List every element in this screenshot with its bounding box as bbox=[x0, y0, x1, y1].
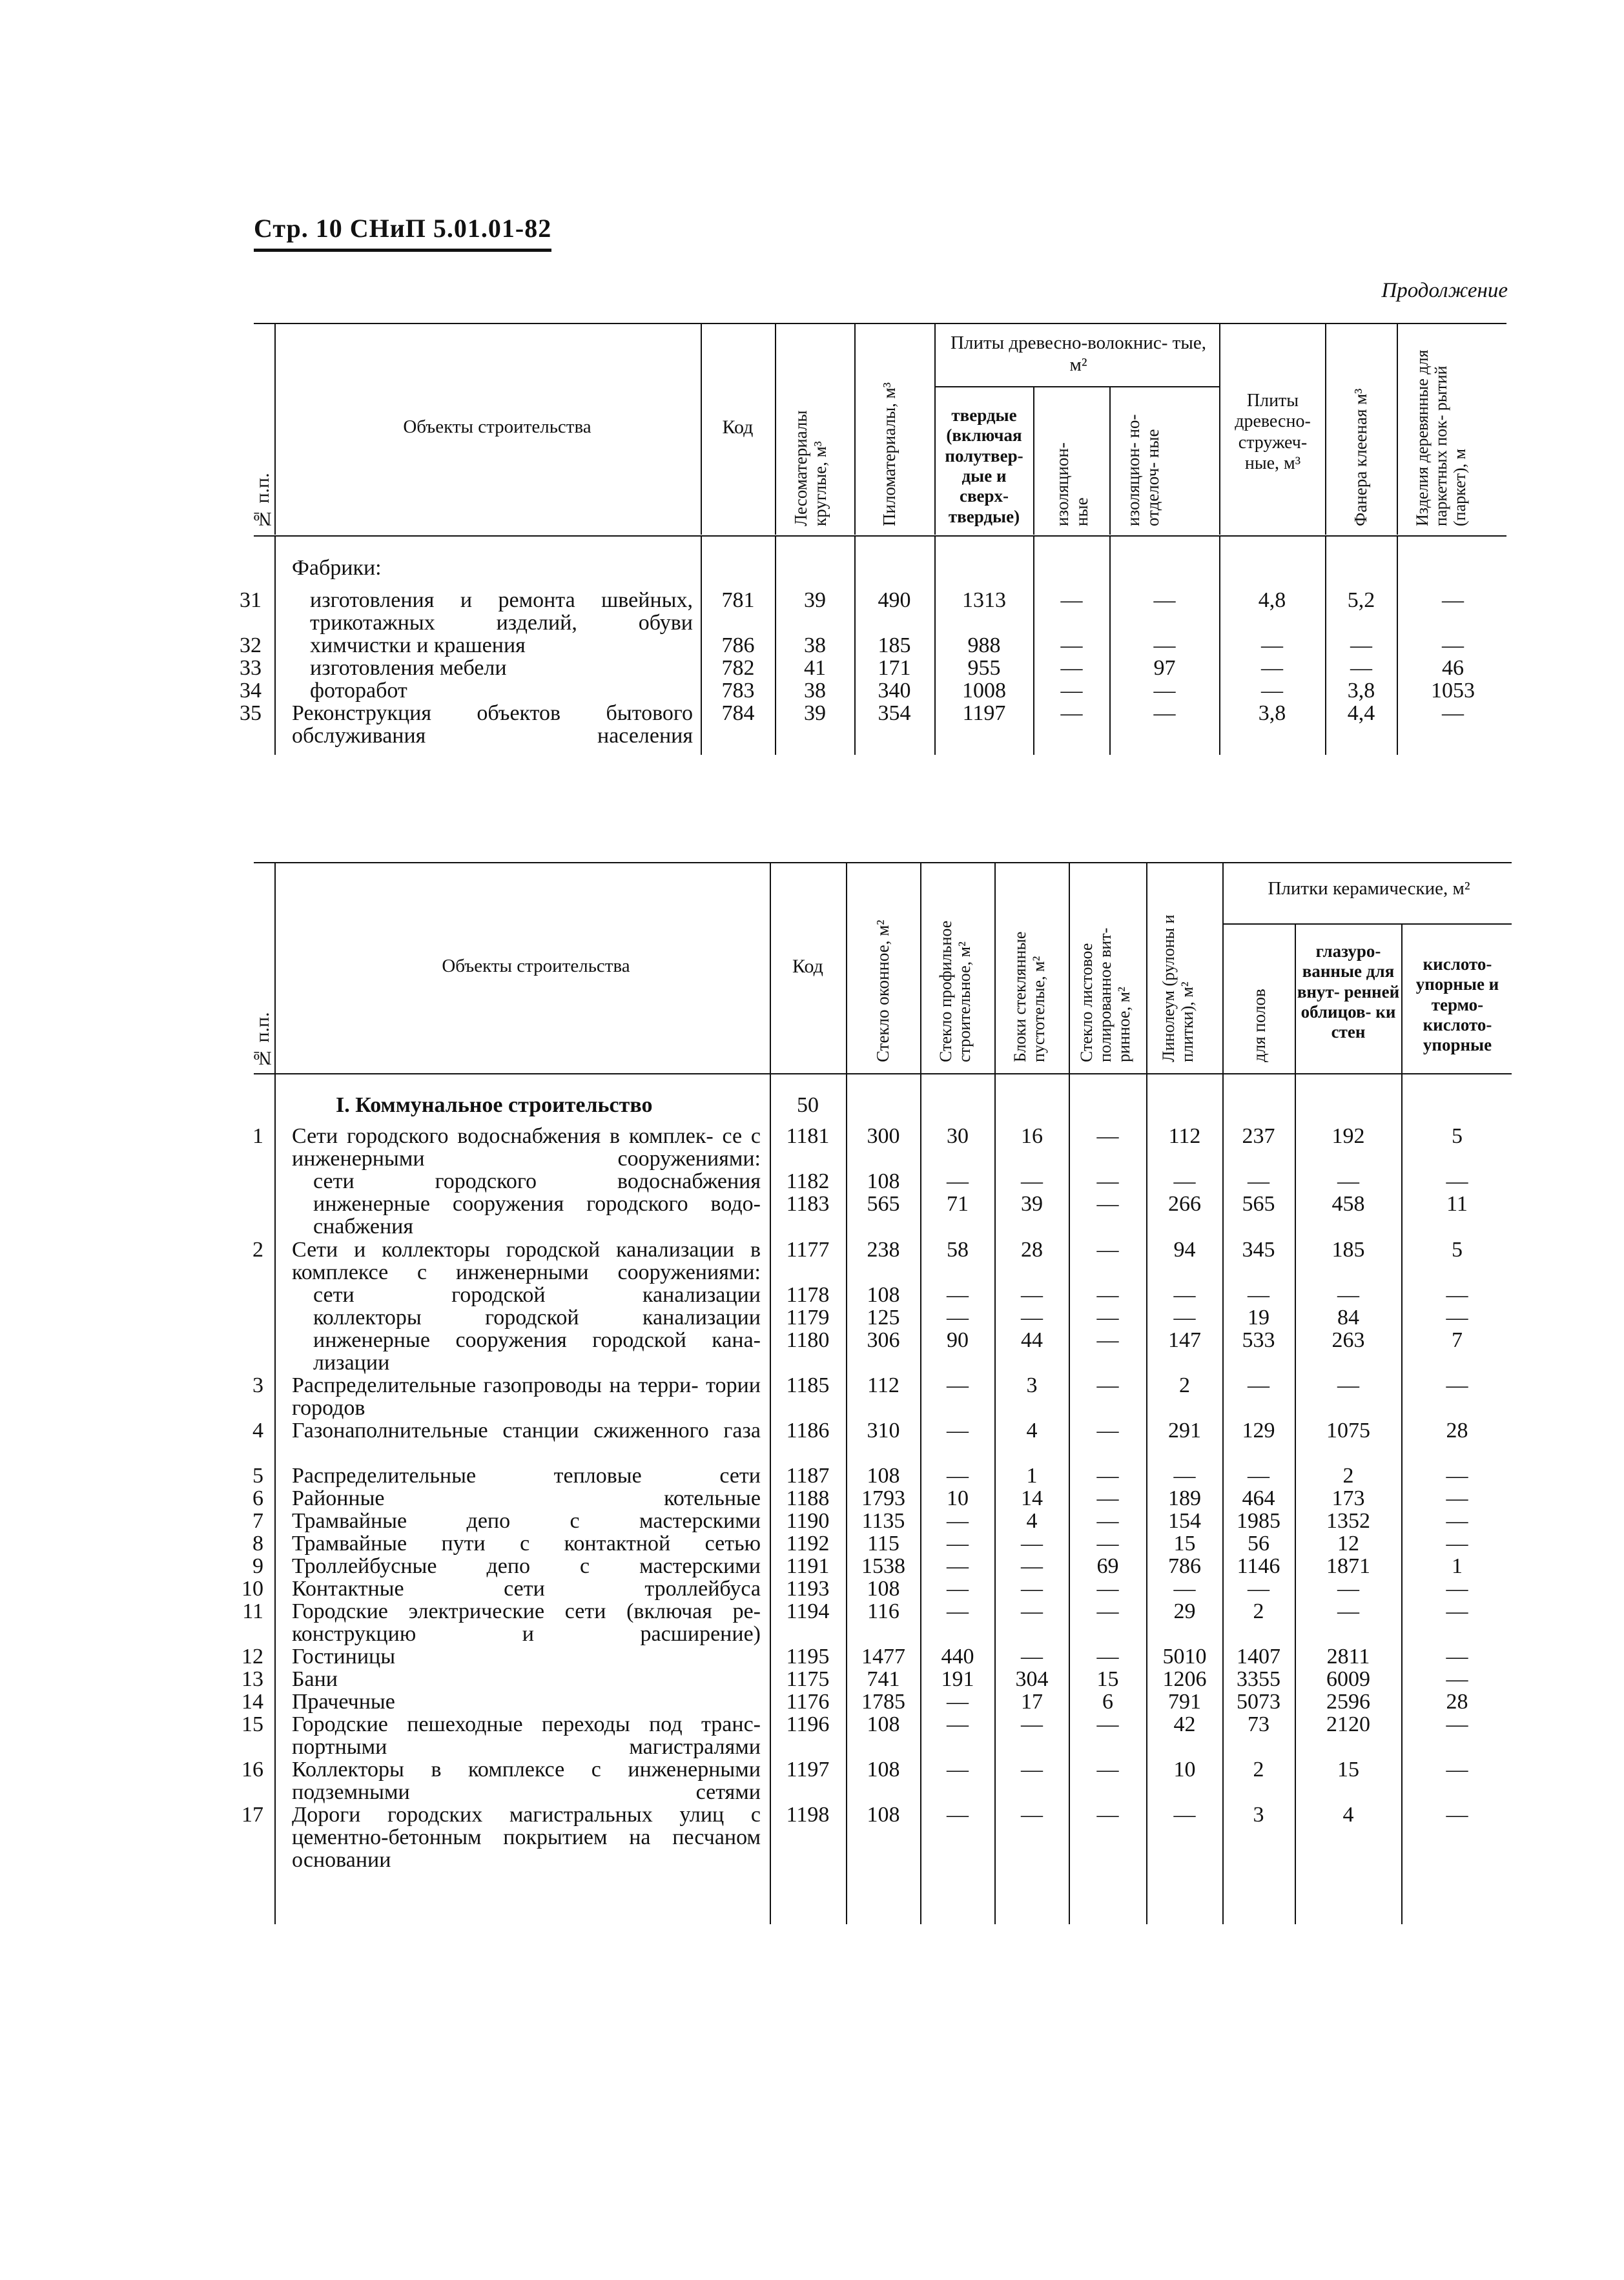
row-code: 1175 bbox=[786, 1667, 830, 1691]
row-value: 2 bbox=[1179, 1373, 1190, 1397]
row-value: 14 bbox=[1021, 1486, 1043, 1510]
row-value: — bbox=[947, 1509, 969, 1533]
row-value: 116 bbox=[867, 1599, 899, 1623]
row-number: 16 bbox=[242, 1758, 263, 1782]
row-value: 786 bbox=[1168, 1554, 1201, 1578]
row-name: Районные котельные bbox=[292, 1486, 761, 1510]
row-value: 2 bbox=[1342, 1464, 1354, 1488]
row-name: химчистки и крашения bbox=[310, 633, 526, 657]
row-code: 1195 bbox=[786, 1645, 830, 1669]
ceramic-tiles-group-header: Плитки керамические, м² bbox=[1268, 878, 1470, 899]
row-value: — bbox=[1096, 1283, 1119, 1307]
row-number: 4 bbox=[252, 1419, 263, 1443]
row-value: 4 bbox=[1026, 1509, 1038, 1533]
row-value: — bbox=[1096, 1419, 1119, 1443]
row-value: — bbox=[1446, 1464, 1468, 1488]
row-value: 12 bbox=[1337, 1532, 1359, 1556]
row-code: 1183 bbox=[786, 1192, 830, 1216]
row-value: 458 bbox=[1331, 1192, 1365, 1216]
row-value: — bbox=[1337, 1283, 1359, 1307]
row-code: 1190 bbox=[786, 1509, 830, 1533]
row-value: 1 bbox=[1026, 1464, 1038, 1488]
row-name: фоторабот bbox=[310, 679, 407, 703]
row-number: 11 bbox=[242, 1599, 263, 1623]
continuation-label: Продолжение bbox=[1381, 279, 1508, 302]
row-name: Распределительные тепловые сети bbox=[292, 1464, 761, 1488]
row-value: 1 bbox=[1452, 1554, 1463, 1578]
row-value: 300 bbox=[867, 1124, 900, 1148]
row-name: Городские электрические сети (включая ре- конструкцию и расширение) bbox=[292, 1599, 761, 1646]
row-code: 1179 bbox=[786, 1306, 830, 1330]
row-value: — bbox=[1021, 1532, 1043, 1556]
row-value: 15 bbox=[1173, 1532, 1196, 1556]
row-value: 189 bbox=[1168, 1486, 1201, 1510]
row-value: 440 bbox=[941, 1645, 974, 1669]
row-value: — bbox=[1021, 1599, 1043, 1623]
row-number: 13 bbox=[242, 1667, 263, 1691]
row-value: 345 bbox=[1242, 1238, 1275, 1262]
row-value: 6 bbox=[1102, 1690, 1113, 1714]
row-value: 69 bbox=[1096, 1554, 1119, 1578]
row-code: 1197 bbox=[786, 1758, 830, 1782]
row-name: Газонаполнительные станции сжиженного газа bbox=[292, 1419, 761, 1443]
row-value: 108 bbox=[867, 1577, 900, 1601]
col-code-header: Код bbox=[722, 416, 754, 438]
row-value: 791 bbox=[1168, 1690, 1201, 1714]
row-code: 1187 bbox=[786, 1464, 830, 1488]
row-name: инженерные сооружения городской кана- лизации bbox=[313, 1328, 761, 1375]
row-value: 10 bbox=[1173, 1758, 1196, 1782]
row-value: 108 bbox=[867, 1758, 900, 1782]
row-value: — bbox=[1446, 1577, 1468, 1601]
page-header: Стр. 10 СНиП 5.01.01-82 bbox=[254, 213, 551, 252]
col-num-header: № п.п. bbox=[252, 1012, 273, 1069]
col-particleboard-header: Плиты древесно- стружеч- ные, м³ bbox=[1235, 391, 1311, 474]
row-value: 129 bbox=[1242, 1419, 1275, 1443]
row-number: 2 bbox=[252, 1238, 263, 1262]
row-value: — bbox=[947, 1169, 969, 1193]
row-name: Сети городского водоснабжения в комплек- се с инженерными сооружениями: bbox=[292, 1124, 761, 1171]
row-value: 112 bbox=[867, 1373, 899, 1397]
col-hard-header: твердые (включая полутвер- дые и сверх- твердые) bbox=[945, 406, 1023, 526]
row-value: 71 bbox=[947, 1192, 969, 1216]
row-value: 291 bbox=[1168, 1419, 1201, 1443]
row-value: 4 bbox=[1342, 1803, 1354, 1827]
row-value: — bbox=[1096, 1599, 1119, 1623]
row-value: 42 bbox=[1173, 1712, 1196, 1736]
row-value: 112 bbox=[1168, 1124, 1201, 1148]
row-value: 28 bbox=[1446, 1690, 1468, 1714]
row-value: 266 bbox=[1168, 1192, 1201, 1216]
row-value: — bbox=[1248, 1464, 1269, 1488]
row-value: — bbox=[1021, 1803, 1043, 1827]
row-value: 94 bbox=[1173, 1238, 1196, 1262]
row-code: 1178 bbox=[786, 1283, 830, 1307]
row-value: 56 bbox=[1248, 1532, 1269, 1556]
row-code: 1196 bbox=[786, 1712, 830, 1736]
row-value: 125 bbox=[867, 1306, 900, 1330]
row-name: Троллейбусные депо с мастерскими bbox=[292, 1554, 761, 1578]
row-value: 238 bbox=[867, 1238, 900, 1262]
row-value: — bbox=[1446, 1712, 1468, 1736]
row-number: 3 bbox=[252, 1373, 263, 1397]
row-value: 192 bbox=[1331, 1124, 1365, 1148]
row-value: 1785 bbox=[861, 1690, 905, 1714]
row-value: — bbox=[1096, 1486, 1119, 1510]
row-value: 7 bbox=[1452, 1328, 1463, 1352]
row-value: — bbox=[1021, 1554, 1043, 1578]
row-name: Трамвайные депо с мастерскими bbox=[292, 1509, 761, 1533]
row-value: — bbox=[1337, 1373, 1359, 1397]
row-value: — bbox=[1337, 1577, 1359, 1601]
row-value: — bbox=[1096, 1758, 1119, 1782]
col-sheet-glass-header: Стекло листовое полированное вит- ринное, м² bbox=[1077, 927, 1134, 1062]
row-name: Сети и коллекторы городской канализации в комплексе с инженерными сооружениями: bbox=[292, 1238, 761, 1284]
row-value: 565 bbox=[1242, 1192, 1275, 1216]
row-value: 39 bbox=[1021, 1192, 1043, 1216]
row-value: — bbox=[1446, 1509, 1468, 1533]
row-value: 3355 bbox=[1237, 1667, 1280, 1691]
row-value: 108 bbox=[867, 1803, 900, 1827]
row-value: — bbox=[1096, 1645, 1119, 1669]
col-objects-header: Объекты строительства bbox=[403, 416, 591, 437]
row-value: — bbox=[947, 1758, 969, 1782]
row-code: 1192 bbox=[786, 1532, 830, 1556]
row-value: — bbox=[1173, 1464, 1196, 1488]
row-value: 1477 bbox=[861, 1645, 905, 1669]
row-value: 15 bbox=[1337, 1758, 1359, 1782]
row-value: — bbox=[947, 1554, 969, 1578]
row-value: 2 bbox=[1253, 1758, 1264, 1782]
row-value: 5073 bbox=[1237, 1690, 1280, 1714]
col-parquet-header: Изделия деревянные для паркетных пок- рытий (паркет), м bbox=[1413, 349, 1470, 526]
row-value: 741 bbox=[867, 1667, 900, 1691]
row-value: — bbox=[1096, 1532, 1119, 1556]
row-value: 154 bbox=[1168, 1509, 1201, 1533]
row-value: — bbox=[1446, 1486, 1468, 1510]
row-value: 29 bbox=[1173, 1599, 1196, 1623]
row-value: — bbox=[1446, 1373, 1468, 1397]
row-code: 1182 bbox=[786, 1169, 830, 1193]
row-value: 1146 bbox=[1237, 1554, 1280, 1578]
row-value: — bbox=[947, 1532, 969, 1556]
row-number: 15 bbox=[242, 1712, 263, 1736]
row-value: 1407 bbox=[1237, 1645, 1280, 1669]
row-value: 4 bbox=[1026, 1419, 1038, 1443]
row-value: — bbox=[1021, 1712, 1043, 1736]
row-value: — bbox=[1096, 1169, 1119, 1193]
row-value: — bbox=[1248, 1169, 1269, 1193]
row-code: 1180 bbox=[786, 1328, 830, 1352]
col-code-header: Код bbox=[792, 956, 823, 977]
row-code: 1198 bbox=[786, 1803, 830, 1827]
col-glazed-tiles-header: глазуро- ванные для внут- ренней облицов- ки стен bbox=[1297, 941, 1400, 1042]
row-value: 28 bbox=[1021, 1238, 1043, 1262]
row-code: 1177 bbox=[786, 1238, 830, 1262]
row-value: — bbox=[1096, 1328, 1119, 1352]
row-value: 90 bbox=[947, 1328, 969, 1352]
row-value: — bbox=[1096, 1577, 1119, 1601]
row-value: 73 bbox=[1248, 1712, 1269, 1736]
row-number: 1 bbox=[252, 1124, 263, 1148]
col-acid-tiles-header: кислото- упорные и термо- кислото- упорные bbox=[1415, 954, 1499, 1055]
row-value: — bbox=[1446, 1169, 1468, 1193]
row-value: — bbox=[1096, 1238, 1119, 1262]
row-value: 1793 bbox=[861, 1486, 905, 1510]
row-value: 108 bbox=[867, 1283, 900, 1307]
row-name: коллекторы городской канализации bbox=[313, 1306, 761, 1330]
section-code: 50 bbox=[797, 1093, 819, 1117]
row-value: — bbox=[1248, 1283, 1269, 1307]
row-name: Прачечные bbox=[292, 1690, 395, 1714]
section-title: I. Коммунальное строительство bbox=[336, 1093, 653, 1117]
row-value: — bbox=[1248, 1373, 1269, 1397]
row-value: 108 bbox=[867, 1464, 900, 1488]
row-value: — bbox=[1337, 1169, 1359, 1193]
col-sawn-timber-header: Пиломатериалы, м³ bbox=[879, 382, 899, 526]
row-value: 1985 bbox=[1237, 1509, 1280, 1533]
row-value: — bbox=[947, 1803, 969, 1827]
row-value: — bbox=[1021, 1758, 1043, 1782]
row-code: 1194 bbox=[786, 1599, 830, 1623]
row-number: 12 bbox=[242, 1645, 263, 1669]
row-value: 2596 bbox=[1326, 1690, 1370, 1714]
row-value: — bbox=[1096, 1712, 1119, 1736]
row-name: сети городской канализации bbox=[313, 1283, 761, 1307]
row-value: — bbox=[1446, 1758, 1468, 1782]
row-value: 191 bbox=[941, 1667, 974, 1691]
row-value: 310 bbox=[867, 1419, 900, 1443]
row-value: — bbox=[1446, 1283, 1468, 1307]
row-value: 185 bbox=[1331, 1238, 1365, 1262]
row-value: 1871 bbox=[1326, 1554, 1370, 1578]
row-value: — bbox=[1337, 1599, 1359, 1623]
row-value: 1135 bbox=[861, 1509, 905, 1533]
row-value: — bbox=[1021, 1645, 1043, 1669]
row-value: 17 bbox=[1021, 1690, 1043, 1714]
row-name: Коллекторы в комплексе с инженерными подземными сетями bbox=[292, 1758, 761, 1804]
row-value: 30 bbox=[947, 1124, 969, 1148]
row-value: — bbox=[947, 1599, 969, 1623]
col-plywood-header: Фанера клееная м³ bbox=[1351, 388, 1370, 526]
row-value: 464 bbox=[1242, 1486, 1275, 1510]
row-value: 3 bbox=[1253, 1803, 1264, 1827]
row-value: — bbox=[1096, 1803, 1119, 1827]
row-value: 5 bbox=[1452, 1238, 1463, 1262]
row-code: 1186 bbox=[786, 1419, 830, 1443]
row-value: 2811 bbox=[1326, 1645, 1370, 1669]
row-name: Гостиницы bbox=[292, 1645, 396, 1669]
row-value: 2120 bbox=[1326, 1712, 1370, 1736]
row-value: 108 bbox=[867, 1712, 900, 1736]
row-value: — bbox=[1096, 1306, 1119, 1330]
row-value: 10 bbox=[947, 1486, 969, 1510]
row-value: 84 bbox=[1337, 1306, 1359, 1330]
row-value: 19 bbox=[1248, 1306, 1269, 1330]
row-value: — bbox=[1096, 1509, 1119, 1533]
row-code: 1191 bbox=[786, 1554, 830, 1578]
row-value: — bbox=[1446, 1306, 1468, 1330]
row-value: 3 bbox=[1026, 1373, 1038, 1397]
col-window-glass-header: Стекло оконное, м² bbox=[873, 919, 892, 1062]
col-round-timber-header: Лесоматериалы круглые, м³ bbox=[791, 410, 830, 526]
col-linoleum-header: Линолеум (рулоны и плитки), м² bbox=[1159, 914, 1197, 1062]
col-insul-finishing-header: изоляцион- но-отделоч- ные bbox=[1124, 414, 1163, 526]
fiberboard-group-header: Плиты древесно-волокнис- тые, м² bbox=[951, 333, 1206, 375]
row-number: 5 bbox=[252, 1464, 263, 1488]
row-number: 7 bbox=[252, 1509, 263, 1533]
row-value: — bbox=[1096, 1373, 1119, 1397]
row-value: — bbox=[1173, 1169, 1196, 1193]
row-value: — bbox=[947, 1306, 969, 1330]
row-value: — bbox=[1446, 1803, 1468, 1827]
col-profile-glass-header: Стекло профильное строительное, м² bbox=[936, 920, 974, 1062]
row-value: — bbox=[1021, 1169, 1043, 1193]
row-value: — bbox=[1446, 1667, 1468, 1691]
row-number: 9 bbox=[252, 1554, 263, 1578]
row-value: — bbox=[1446, 1532, 1468, 1556]
row-value: — bbox=[1096, 1464, 1119, 1488]
row-value: — bbox=[1173, 1306, 1196, 1330]
row-code: 1185 bbox=[786, 1373, 830, 1397]
row-name: Контактные сети троллейбуса bbox=[292, 1577, 761, 1601]
row-value: 263 bbox=[1331, 1328, 1365, 1352]
row-value: 1538 bbox=[861, 1554, 905, 1578]
row-name: изготовления мебели bbox=[310, 656, 507, 680]
row-value: 1075 bbox=[1326, 1419, 1370, 1443]
col-insulating-header: изоляцион- ные bbox=[1053, 442, 1092, 526]
row-value: — bbox=[947, 1577, 969, 1601]
row-value: — bbox=[1446, 1599, 1468, 1623]
row-value: 16 bbox=[1021, 1124, 1043, 1148]
row-value: — bbox=[1173, 1283, 1196, 1307]
row-name: изготовления и ремонта швейных, трикотажных изделий, обуви bbox=[310, 588, 693, 635]
row-value: — bbox=[1248, 1577, 1269, 1601]
row-value: — bbox=[947, 1373, 969, 1397]
row-name: инженерные сооружения городского водо- снабжения bbox=[313, 1192, 761, 1238]
row-number: 17 bbox=[242, 1803, 263, 1827]
row-value: 58 bbox=[947, 1238, 969, 1262]
row-value: 173 bbox=[1331, 1486, 1365, 1510]
row-value: — bbox=[947, 1283, 969, 1307]
row-code: 1188 bbox=[786, 1486, 830, 1510]
row-name: Дороги городских магистральных улиц с цементно-бетонным покрытием на песчаном основании bbox=[292, 1803, 761, 1872]
row-name: Бани bbox=[292, 1667, 338, 1691]
row-value: 11 bbox=[1446, 1192, 1468, 1216]
row-value: 115 bbox=[867, 1532, 899, 1556]
col-num-header: № п.п. bbox=[252, 473, 273, 529]
row-value: 1206 bbox=[1162, 1667, 1207, 1691]
row-name: сети городского водоснабжения bbox=[313, 1169, 761, 1193]
row-number: 6 bbox=[252, 1486, 263, 1510]
row-number: 8 bbox=[252, 1532, 263, 1556]
row-value: 2 bbox=[1253, 1599, 1264, 1623]
group-label: Фабрики: bbox=[292, 556, 382, 580]
row-value: 304 bbox=[1015, 1667, 1049, 1691]
row-value: 6009 bbox=[1326, 1667, 1370, 1691]
row-value: 306 bbox=[867, 1328, 900, 1352]
row-code: 1181 bbox=[786, 1124, 830, 1148]
row-value: 15 bbox=[1096, 1667, 1119, 1691]
row-value: — bbox=[1096, 1124, 1119, 1148]
row-value: 44 bbox=[1021, 1328, 1043, 1352]
row-value: 1352 bbox=[1326, 1509, 1370, 1533]
row-value: — bbox=[1446, 1645, 1468, 1669]
row-number: 14 bbox=[242, 1690, 263, 1714]
row-value: — bbox=[1021, 1306, 1043, 1330]
row-value: 533 bbox=[1242, 1328, 1275, 1352]
row-value: 147 bbox=[1168, 1328, 1201, 1352]
row-name: Реконструкция объектов бытового обслуживания населения bbox=[292, 701, 693, 748]
row-value: — bbox=[947, 1419, 969, 1443]
row-value: — bbox=[1021, 1283, 1043, 1307]
row-name: Распределительные газопроводы на терри- тории городов bbox=[292, 1373, 761, 1420]
row-value: 108 bbox=[867, 1169, 900, 1193]
row-value: — bbox=[1096, 1192, 1119, 1216]
row-value: — bbox=[947, 1712, 969, 1736]
row-value: 565 bbox=[867, 1192, 900, 1216]
col-glass-blocks-header: Блоки стеклянные пустотелые, м² bbox=[1011, 931, 1049, 1062]
row-name: Городские пешеходные переходы под транс- портными магистралями bbox=[292, 1712, 761, 1759]
row-value: — bbox=[1173, 1577, 1196, 1601]
row-value: 28 bbox=[1446, 1419, 1468, 1443]
col-floor-tiles-header: для полов bbox=[1249, 989, 1269, 1062]
row-value: 237 bbox=[1242, 1124, 1275, 1148]
col-objects-header: Объекты строительства bbox=[442, 956, 630, 976]
row-value: — bbox=[1173, 1803, 1196, 1827]
row-number: 10 bbox=[242, 1577, 263, 1601]
row-code: 1176 bbox=[786, 1690, 830, 1714]
row-value: — bbox=[947, 1464, 969, 1488]
row-value: — bbox=[947, 1690, 969, 1714]
row-value: 5010 bbox=[1162, 1645, 1207, 1669]
row-code: 1193 bbox=[786, 1577, 830, 1601]
row-value: 5 bbox=[1452, 1124, 1463, 1148]
row-value: — bbox=[1021, 1577, 1043, 1601]
row-name: Трамвайные пути с контактной сетью bbox=[292, 1532, 761, 1556]
